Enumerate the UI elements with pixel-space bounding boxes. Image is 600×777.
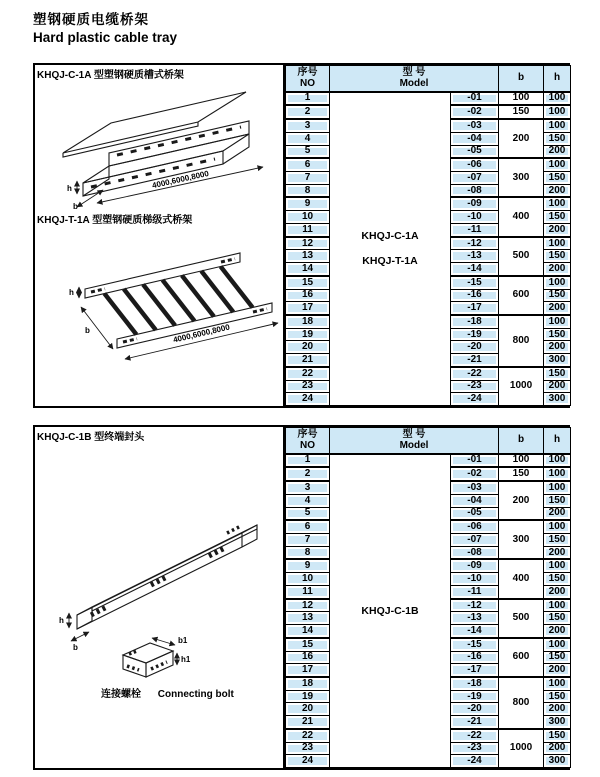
row-no-cell: 9	[286, 197, 330, 210]
b-value-cell: 200	[499, 119, 544, 158]
row-no-cell: 22	[286, 367, 330, 380]
model-suffix-cell: -10	[451, 211, 499, 224]
row-no-cell: 8	[286, 546, 330, 559]
model-suffix-cell: -13	[451, 612, 499, 625]
b-value-cell: 150	[499, 467, 544, 481]
model-suffix-cell: -06	[451, 520, 499, 533]
model-suffix-cell: -02	[451, 105, 499, 119]
end-cap-dimensions	[59, 613, 89, 652]
model-suffix-cell: -12	[451, 599, 499, 612]
b-value-cell: 600	[499, 638, 544, 677]
model-suffix-cell: -01	[451, 92, 499, 106]
model-name: KHQJ-T-1A	[362, 254, 418, 267]
model-suffix-cell: -05	[451, 507, 499, 520]
model-suffix-cell: -03	[451, 119, 499, 132]
h-value-cell: 100	[544, 237, 571, 250]
row-no-cell: 24	[286, 755, 330, 768]
row-no-cell: 23	[286, 380, 330, 393]
row-no-cell: 24	[286, 393, 330, 406]
drawing-label-khqj-c-1b: KHQJ-C-1B 型终端封头	[37, 432, 145, 443]
model-suffix-cell: -02	[451, 467, 499, 481]
b-dim-label: b	[73, 202, 78, 211]
row-no-cell: 16	[286, 651, 330, 664]
h-value-cell: 200	[544, 145, 571, 158]
model-suffix-cell: -16	[451, 651, 499, 664]
model-suffix-cell: -21	[451, 354, 499, 367]
model-suffix-cell: -23	[451, 742, 499, 755]
h-value-cell: 200	[544, 263, 571, 276]
panel2-drawing-area	[35, 427, 283, 768]
b-value-cell: 1000	[499, 367, 544, 406]
row-no-cell: 8	[286, 184, 330, 197]
h-value-cell: 100	[544, 315, 571, 328]
col-header-no-en: NO	[300, 78, 315, 90]
h-value-cell: 150	[544, 729, 571, 742]
h-value-cell: 100	[544, 276, 571, 289]
model-suffix-cell: -19	[451, 690, 499, 703]
h-value-cell: 200	[544, 742, 571, 755]
h-value-cell: 200	[544, 625, 571, 638]
model-suffix-cell: -07	[451, 172, 499, 185]
table-row	[286, 454, 571, 468]
h-value-cell: 100	[544, 105, 571, 119]
col-header-b: b	[499, 66, 544, 92]
connecting-bolt-caption	[101, 685, 234, 700]
model-suffix-cell: -14	[451, 625, 499, 638]
h-value-cell: 150	[544, 690, 571, 703]
row-no-cell: 16	[286, 289, 330, 302]
row-no-cell: 1	[286, 454, 330, 468]
ladder-tray-drawing	[35, 227, 287, 407]
row-no-cell: 20	[286, 341, 330, 354]
row-no-cell: 3	[286, 119, 330, 132]
model-suffix-cell: -21	[451, 716, 499, 729]
col-header-b: b	[499, 428, 544, 454]
row-no-cell: 2	[286, 467, 330, 481]
row-no-cell: 13	[286, 250, 330, 263]
b-value-cell: 800	[499, 677, 544, 729]
h-value-cell: 200	[544, 223, 571, 236]
b-value-cell: 500	[499, 237, 544, 276]
h-value-cell: 150	[544, 534, 571, 547]
table-header-row	[286, 428, 571, 454]
col-header-no-zh: 序号	[297, 429, 318, 441]
h-value-cell: 150	[544, 367, 571, 380]
h-value-cell: 150	[544, 132, 571, 145]
spec-table-khqj-1b	[285, 427, 571, 768]
b-value-cell: 300	[499, 520, 544, 559]
row-no-cell: 18	[286, 315, 330, 328]
model-suffix-cell: -22	[451, 729, 499, 742]
model-suffix-cell: -16	[451, 289, 499, 302]
row-no-cell: 5	[286, 145, 330, 158]
h-value-cell: 100	[544, 454, 571, 468]
col-header-model	[330, 66, 499, 92]
model-suffix-cell: -23	[451, 380, 499, 393]
row-no-cell: 17	[286, 664, 330, 677]
channel-tray-drawing	[35, 83, 287, 211]
col-header-h: h	[544, 66, 571, 92]
h-value-cell: 200	[544, 341, 571, 354]
h-value-cell: 200	[544, 302, 571, 315]
model-suffix-cell: -09	[451, 559, 499, 572]
row-no-cell: 17	[286, 302, 330, 315]
page-title-block	[33, 8, 177, 45]
h-value-cell: 150	[544, 494, 571, 507]
h-value-cell: 200	[544, 703, 571, 716]
row-no-cell: 18	[286, 677, 330, 690]
h-value-cell: 150	[544, 651, 571, 664]
caption-english: Connecting bolt	[157, 689, 234, 700]
row-no-cell: 1	[286, 92, 330, 106]
row-no-cell: 11	[286, 223, 330, 236]
row-no-cell: 7	[286, 534, 330, 547]
col-header-model-zh: 型 号	[402, 67, 426, 79]
model-suffix-cell: -20	[451, 341, 499, 354]
model-suffix-cell: -12	[451, 237, 499, 250]
length-dim-label: 4000,6000,8000	[172, 322, 231, 345]
row-no-cell: 13	[286, 612, 330, 625]
model-suffix-cell: -11	[451, 585, 499, 598]
tray-cover	[63, 92, 246, 157]
model-suffix-cell: -18	[451, 677, 499, 690]
model-suffix-cell: -24	[451, 755, 499, 768]
row-no-cell: 2	[286, 105, 330, 119]
table-row	[286, 92, 571, 106]
model-suffix-cell: -24	[451, 393, 499, 406]
h-value-cell: 100	[544, 197, 571, 210]
h-value-cell: 300	[544, 716, 571, 729]
model-suffix-cell: -15	[451, 638, 499, 651]
h-value-cell: 200	[544, 546, 571, 559]
panel1-table-wrap	[283, 65, 568, 406]
model-suffix-cell: -04	[451, 494, 499, 507]
model-suffix-cell: -08	[451, 184, 499, 197]
model-suffix-cell: -08	[451, 546, 499, 559]
h-value-cell: 150	[544, 172, 571, 185]
model-name: KHQJ-C-1A	[361, 230, 419, 243]
row-no-cell: 11	[286, 585, 330, 598]
b-value-cell: 300	[499, 158, 544, 197]
model-suffix-cell: -15	[451, 276, 499, 289]
model-suffix-cell: -11	[451, 223, 499, 236]
row-no-cell: 23	[286, 742, 330, 755]
length-dim-label: 4000,6000,8000	[151, 168, 210, 191]
row-no-cell: 10	[286, 573, 330, 586]
h-value-cell: 100	[544, 158, 571, 171]
drawing-label-khqj-t-1a: KHQJ-T-1A 型塑钢硬质梯级式桥架	[37, 215, 193, 226]
b-value-cell: 600	[499, 276, 544, 315]
model-suffix-cell: -09	[451, 197, 499, 210]
h-value-cell: 300	[544, 354, 571, 367]
h-value-cell: 300	[544, 393, 571, 406]
h-dim-label: h	[59, 616, 64, 625]
row-no-cell: 20	[286, 703, 330, 716]
h-value-cell: 300	[544, 755, 571, 768]
model-suffix-cell: -06	[451, 158, 499, 171]
b-value-cell: 1000	[499, 729, 544, 768]
h-value-cell: 100	[544, 559, 571, 572]
model-suffix-cell: -17	[451, 302, 499, 315]
row-no-cell: 5	[286, 507, 330, 520]
col-header-no	[286, 428, 330, 454]
model-name: KHQJ-C-1B	[361, 604, 419, 617]
row-no-cell: 3	[286, 481, 330, 494]
row-no-cell: 21	[286, 716, 330, 729]
b-dim-label: b	[73, 643, 78, 652]
model-suffix-cell: -05	[451, 145, 499, 158]
model-suffix-cell: -13	[451, 250, 499, 263]
row-no-cell: 21	[286, 354, 330, 367]
h-value-cell: 100	[544, 467, 571, 481]
col-header-no-en: NO	[300, 440, 315, 452]
h-value-cell: 100	[544, 677, 571, 690]
page-title-english: Hard plastic cable tray	[33, 30, 178, 45]
model-suffix-cell: -19	[451, 328, 499, 341]
h-value-cell: 100	[544, 92, 571, 106]
row-no-cell: 19	[286, 690, 330, 703]
model-suffix-cell: -22	[451, 367, 499, 380]
h-value-cell: 100	[544, 520, 571, 533]
col-header-model	[330, 428, 499, 454]
model-suffix-cell: -04	[451, 132, 499, 145]
model-suffix-cell: -07	[451, 534, 499, 547]
b-value-cell: 800	[499, 315, 544, 367]
panel-khqj-c-1a	[33, 63, 570, 408]
drawing-label-khqj-c-1a: KHQJ-C-1A 型塑钢硬质槽式桥架	[37, 70, 184, 81]
h-value-cell: 150	[544, 612, 571, 625]
b-value-cell: 100	[499, 454, 544, 468]
h-value-cell: 100	[544, 119, 571, 132]
model-suffix-cell: -18	[451, 315, 499, 328]
h-value-cell: 200	[544, 184, 571, 197]
col-header-model-en: Model	[399, 78, 429, 90]
b-value-cell: 400	[499, 197, 544, 236]
col-header-model-en: Model	[399, 440, 429, 452]
spec-table-khqj-1a	[285, 65, 571, 406]
h-value-cell: 100	[544, 638, 571, 651]
row-no-cell: 7	[286, 172, 330, 185]
page-title-chinese: 塑钢硬质电缆桥架	[33, 12, 149, 27]
panel2-table-wrap	[283, 427, 568, 768]
row-no-cell: 14	[286, 625, 330, 638]
row-no-cell: 15	[286, 276, 330, 289]
row-no-cell: 9	[286, 559, 330, 572]
row-no-cell: 19	[286, 328, 330, 341]
model-name-cell	[330, 92, 451, 406]
b-dim-label: b	[85, 326, 90, 335]
model-suffix-cell: -03	[451, 481, 499, 494]
b-value-cell: 500	[499, 599, 544, 638]
h1-dim-label: h1	[181, 655, 191, 664]
h-dim-label: h	[69, 288, 74, 297]
model-suffix-cell: -17	[451, 664, 499, 677]
b1-dim-label: b1	[178, 636, 188, 645]
col-header-no-zh: 序号	[297, 67, 318, 79]
model-suffix-cell: -20	[451, 703, 499, 716]
h-value-cell: 150	[544, 573, 571, 586]
h-dim-label: h	[67, 184, 72, 193]
row-no-cell: 4	[286, 494, 330, 507]
model-suffix-cell: -01	[451, 454, 499, 468]
h-value-cell: 150	[544, 289, 571, 302]
h-value-cell: 150	[544, 328, 571, 341]
h-value-cell: 200	[544, 664, 571, 677]
row-no-cell: 22	[286, 729, 330, 742]
h-value-cell: 150	[544, 250, 571, 263]
b-value-cell: 150	[499, 105, 544, 119]
end-cap-channel	[77, 525, 257, 629]
b-value-cell: 400	[499, 559, 544, 598]
row-no-cell: 15	[286, 638, 330, 651]
h-value-cell: 100	[544, 599, 571, 612]
end-cap-drawing	[35, 447, 287, 682]
table-header-row	[286, 66, 571, 92]
h-value-cell: 200	[544, 585, 571, 598]
row-no-cell: 14	[286, 263, 330, 276]
h-value-cell: 150	[544, 211, 571, 224]
col-header-h: h	[544, 428, 571, 454]
model-suffix-cell: -14	[451, 263, 499, 276]
b-value-cell: 200	[499, 481, 544, 520]
row-no-cell: 12	[286, 599, 330, 612]
h-value-cell: 200	[544, 507, 571, 520]
row-no-cell: 4	[286, 132, 330, 145]
panel-khqj-c-1b	[33, 425, 570, 770]
caption-chinese: 连接螺栓	[101, 689, 141, 700]
b-value-cell: 100	[499, 92, 544, 106]
row-no-cell: 6	[286, 158, 330, 171]
connecting-bolt-box	[123, 636, 191, 677]
h-value-cell: 200	[544, 380, 571, 393]
h-value-cell: 100	[544, 481, 571, 494]
row-no-cell: 10	[286, 211, 330, 224]
model-name-cell	[330, 454, 451, 768]
row-no-cell: 12	[286, 237, 330, 250]
model-suffix-cell: -10	[451, 573, 499, 586]
col-header-no	[286, 66, 330, 92]
panel1-drawing-area	[35, 65, 283, 406]
col-header-model-zh: 型 号	[402, 429, 426, 441]
row-no-cell: 6	[286, 520, 330, 533]
